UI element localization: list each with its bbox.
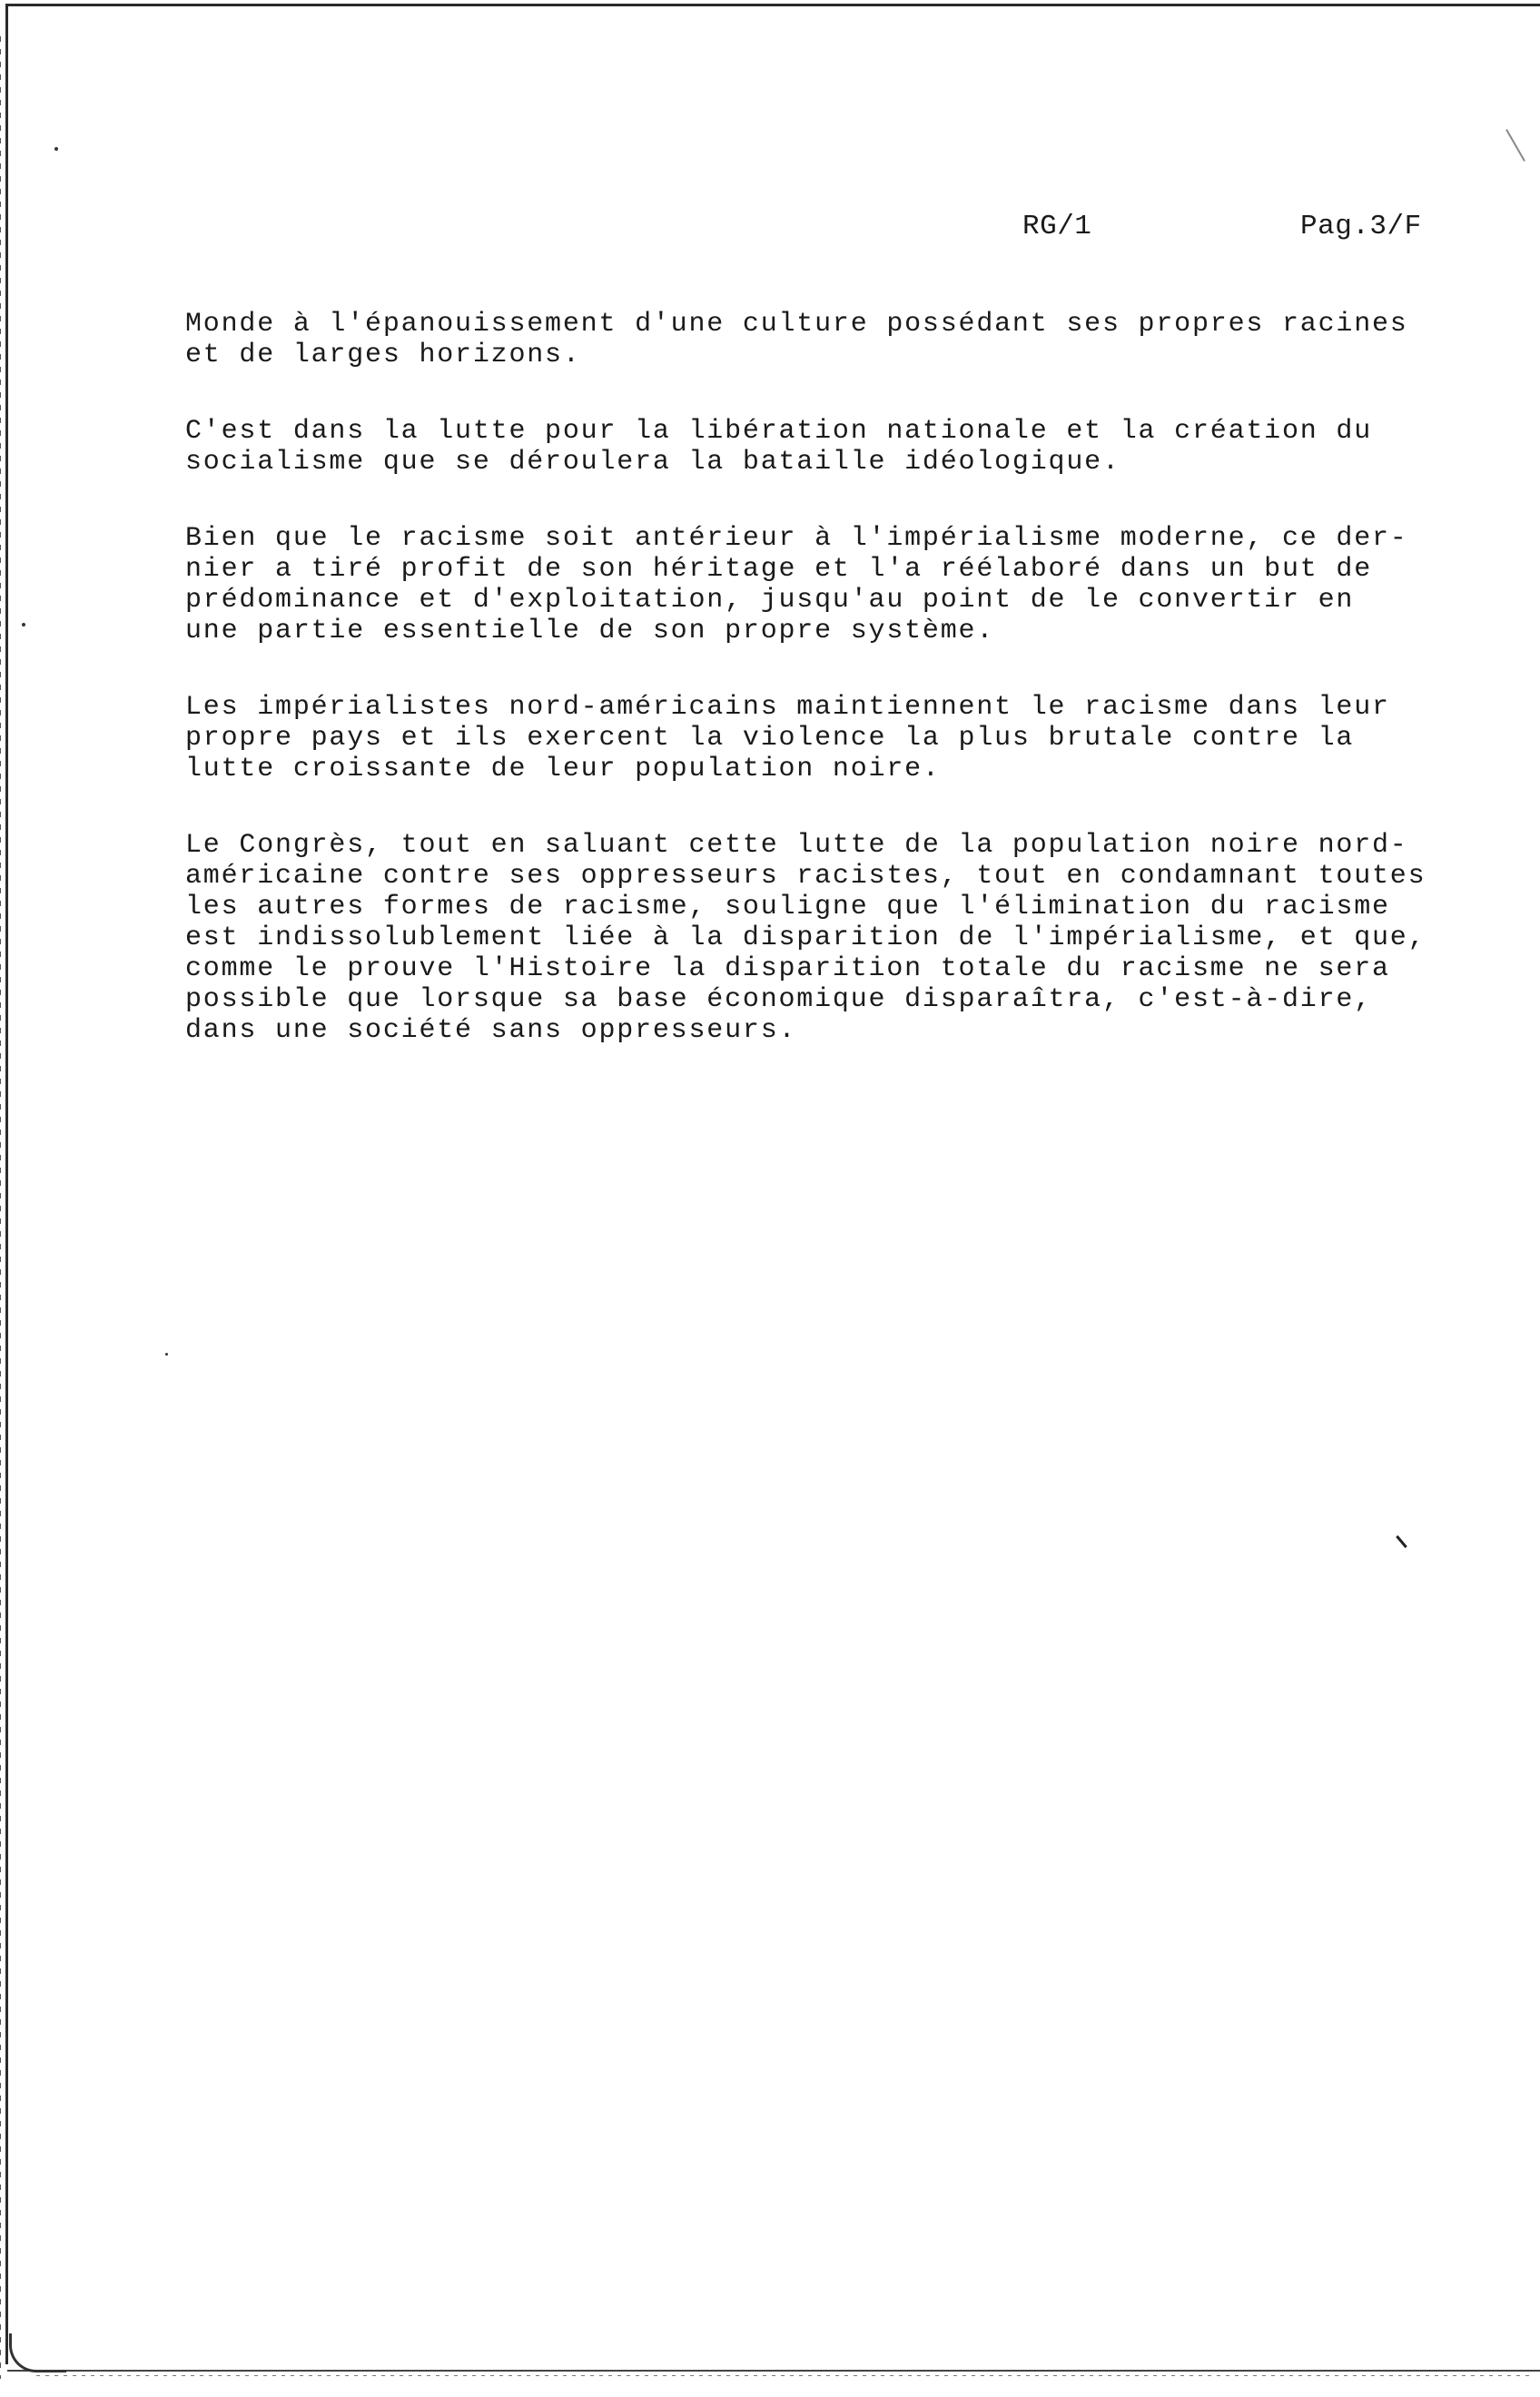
scan-speck <box>165 1353 168 1356</box>
text-line: et de larges horizons. <box>185 340 581 370</box>
page-number: Pag.3/F <box>1300 211 1422 242</box>
text-line: propre pays et ils exercent la violence la plus brutale contre la <box>185 723 1355 754</box>
paragraph <box>185 692 1493 784</box>
paragraph <box>185 523 1493 646</box>
scan-speck <box>22 623 25 626</box>
text-line: est indissolublement liée à la disparition de l'impérialisme, et que, <box>185 922 1426 953</box>
paragraph <box>185 416 1493 478</box>
text-line: américaine contre ses oppresseurs racistes, tout en condamnant toutes <box>185 861 1426 892</box>
text-line: Monde à l'épanouissement d'une culture possédant ses propres racines <box>185 309 1408 340</box>
text-line: prédominance et d'exploitation, jusqu'au point de le convertir en <box>185 585 1355 616</box>
scan-edge-left-dotted <box>0 36 1 2379</box>
text-line: les autres formes de racisme, souligne que l'élimination du racisme <box>185 892 1390 922</box>
text-line: lutte croissante de leur population noire. <box>185 754 941 784</box>
text-line: nier a tiré profit de son héritage et l'a réélaboré dans un but de <box>185 554 1372 585</box>
scan-mark <box>1396 1535 1407 1548</box>
text-line: socialisme que se déroulera la bataille idéologique. <box>185 447 1120 478</box>
scan-edge-bottom-dotted <box>36 2375 1535 2376</box>
paragraph <box>185 309 1493 370</box>
document-body <box>185 309 1493 1091</box>
text-line: une partie essentielle de son propre système. <box>185 616 995 646</box>
document-reference: RG/1 <box>1022 211 1092 242</box>
scan-edge-left <box>5 4 8 2364</box>
paragraph <box>185 830 1493 1046</box>
text-line: comme le prouve l'Histoire la disparition totale du racisme ne sera <box>185 953 1390 984</box>
text-line: Les impérialistes nord-américains maintiennent le racisme dans leur <box>185 692 1390 723</box>
scan-edge-top <box>7 4 1540 6</box>
scan-corner-smudge <box>9 2333 66 2372</box>
text-line: possible que lorsque sa base économique disparaîtra, c'est-à-dire, <box>185 984 1372 1015</box>
text-line: C'est dans la lutte pour la libération nationale et la création du <box>185 416 1372 447</box>
scan-edge-bottom <box>7 2370 1540 2372</box>
scan-speck <box>1505 129 1525 162</box>
scan-speck <box>54 147 58 151</box>
text-line: Le Congrès, tout en saluant cette lutte de la population noire nord- <box>185 830 1408 861</box>
text-line: dans une société sans oppresseurs. <box>185 1015 797 1046</box>
text-line: Bien que le racisme soit antérieur à l'impérialisme moderne, ce der- <box>185 523 1408 554</box>
